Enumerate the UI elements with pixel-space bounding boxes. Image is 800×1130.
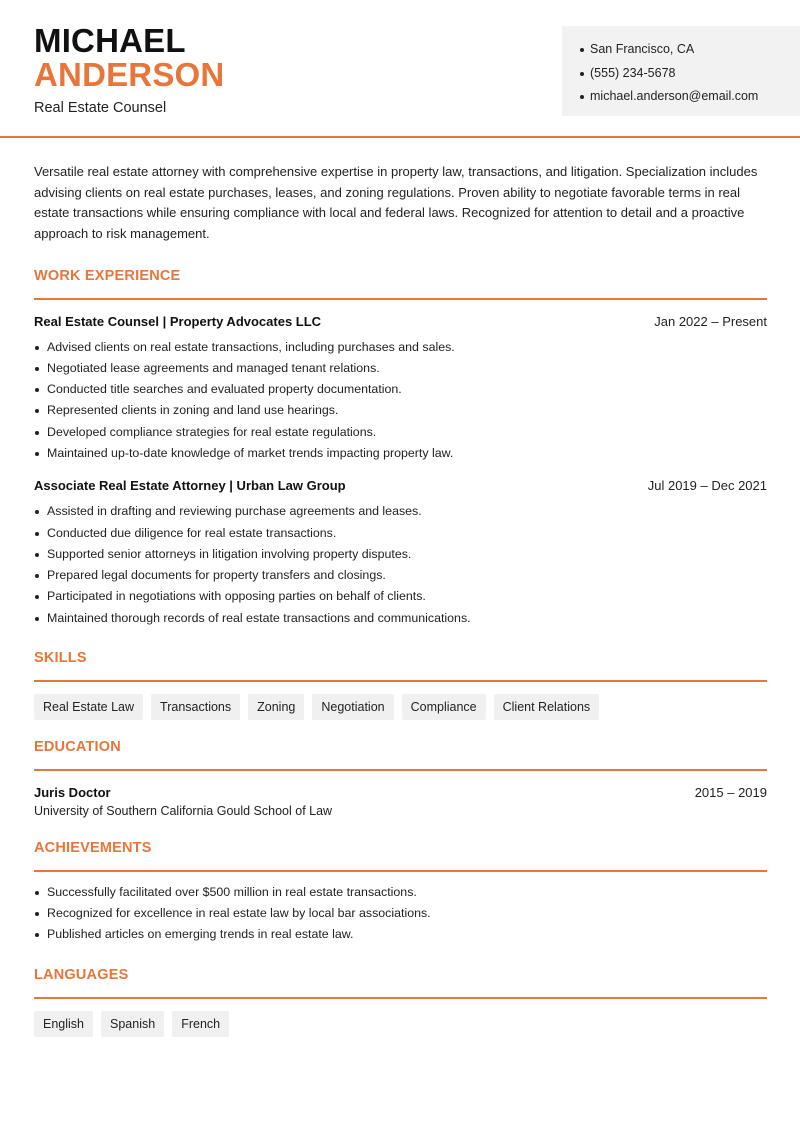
- list-item: Conducted title searches and evaluated property documentation.: [34, 379, 767, 400]
- list-item: Negotiated lease agreements and managed tenant relations.: [34, 358, 767, 379]
- list-item: Recognized for excellence in real estate law by local bar associations.: [34, 903, 767, 924]
- list-item: Represented clients in zoning and land use hearings.: [34, 400, 767, 421]
- list-item: Conducted due diligence for real estate transactions.: [34, 523, 767, 544]
- list-item: Successfully facilitated over $500 million in real estate transactions.: [34, 882, 767, 903]
- list-item: Developed compliance strategies for real estate regulations.: [34, 422, 767, 443]
- job-date: Jul 2019 – Dec 2021: [647, 478, 767, 494]
- candidate-name: [34, 24, 224, 92]
- list-item: Assisted in drafting and reviewing purchase agreements and leases.: [34, 501, 767, 522]
- last-name: ANDERSON: [34, 56, 225, 93]
- list-item: Advised clients on real estate transactions, including purchases and sales.: [34, 337, 767, 358]
- contact-box: [562, 26, 800, 116]
- job-title: Real Estate Counsel | Property Advocates LLC: [34, 313, 322, 329]
- job-entry: [34, 314, 767, 465]
- section-title: SKILLS: [34, 650, 87, 666]
- section-title: LANGUAGES: [34, 967, 129, 983]
- achievements-section: [34, 840, 767, 945]
- languages-section: [34, 967, 767, 1037]
- contact-location: San Francisco, CA: [580, 38, 800, 62]
- list-item: Participated in negotiations with opposing parties on behalf of clients.: [34, 586, 767, 607]
- resume-header: [0, 0, 800, 138]
- job-entry: [34, 478, 767, 629]
- job-bullets: [34, 501, 767, 629]
- section-divider: [34, 298, 767, 300]
- job-role: Real Estate Counsel: [34, 100, 167, 116]
- list-item: Maintained thorough records of real estate transactions and communications.: [34, 608, 767, 629]
- list-item: Maintained up-to-date knowledge of market trends impacting property law.: [34, 443, 767, 464]
- section-divider: [34, 997, 767, 999]
- language-tag: French: [172, 1011, 229, 1037]
- skill-tag: Negotiation: [312, 694, 393, 720]
- first-name: MICHAEL: [34, 22, 186, 59]
- list-item: Prepared legal documents for property transfers and closings.: [34, 565, 767, 586]
- achievement-list: [34, 882, 767, 946]
- professional-summary: Versatile real estate attorney with comprehensive expertise in property law, transactions, and litigation. Specialization includes advising clients on real estate purchases, leases, and zoning regulations. Proven ability to negotiate favorable terms in real estate transactions while ensuring compliance with local and federal laws. Recognized for attention to detail and a proactive approach to risk management.: [34, 164, 758, 241]
- degree: Juris Doctor: [34, 784, 111, 800]
- skill-tag: Zoning: [248, 694, 304, 720]
- skill-tag: Compliance: [402, 694, 486, 720]
- skill-tag: Client Relations: [494, 694, 600, 720]
- skill-tag: Real Estate Law: [34, 694, 143, 720]
- section-title: WORK EXPERIENCE: [34, 268, 181, 284]
- work-experience-section: [34, 268, 767, 629]
- job-bullets: [34, 337, 767, 465]
- language-tag: English: [34, 1011, 93, 1037]
- section-divider: [34, 870, 767, 872]
- education-years: 2015 – 2019: [694, 784, 767, 800]
- list-item: Published articles on emerging trends in real estate law.: [34, 924, 767, 945]
- section-title: EDUCATION: [34, 739, 121, 755]
- section-title: ACHIEVEMENTS: [34, 840, 152, 856]
- contact-email[interactable]: michael.anderson@email.com: [580, 85, 800, 109]
- education-entry: [34, 785, 767, 818]
- contact-phone: (555) 234-5678: [580, 62, 800, 86]
- language-tag: Spanish: [101, 1011, 164, 1037]
- education-section: [34, 739, 767, 818]
- skills-tags: [34, 694, 767, 720]
- section-divider: [34, 680, 767, 682]
- list-item: Supported senior attorneys in litigation involving property disputes.: [34, 544, 767, 565]
- language-tags: [34, 1011, 767, 1037]
- section-divider: [34, 769, 767, 771]
- skills-section: [34, 650, 767, 720]
- job-title: Associate Real Estate Attorney | Urban Law Group: [34, 478, 346, 494]
- school-name: University of Southern California Gould School of Law: [34, 803, 333, 818]
- skill-tag: Transactions: [151, 694, 240, 720]
- job-date: Jan 2022 – Present: [654, 313, 767, 329]
